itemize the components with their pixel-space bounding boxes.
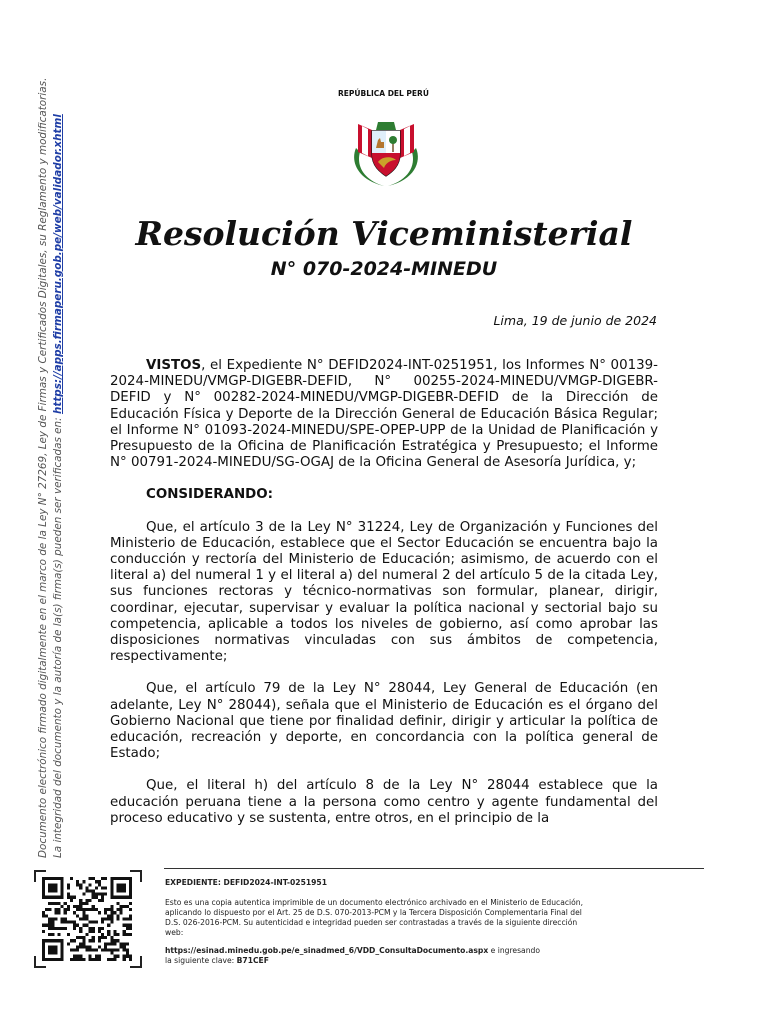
crest-caption: REPÚBLICA DEL PERÚ	[338, 89, 429, 98]
authenticity-text: Esto es una copia autentica imprimible de un documento electrónico archivado en el Ministerio de Educación, aplicando lo dispuesto por el Art. 25 de D.S. 070-2013-PCM y la Tercera Disposición Complementaria Final del D.S. 026-2016-PCM. Su autenticidad e integridad pueden ser contrastadas a través de la siguiente dirección web:	[165, 898, 584, 937]
validator-link[interactable]: https://apps.firmaperu.gob.pe/web/validador.xhtml	[52, 114, 64, 415]
vistos-text: , el Expediente N° DEFID2024-INT-0251951, los Informes N° 00139- 2024-MINEDU/VMGP-DIGEBR-DEFID, N° 00255-2024-MINEDU/VMGP-DIGEBR- DEFID y N° 00282-2024-MINEDU/VMGP-DIGEBR-DEFID de la Dirección de Educación Física y Deporte de la Dirección General de Educación Básica Regular; el Informe N° 01093-2024-MINEDU/SPE-OPEP-UPP de la Unidad de Planificación y Presupuesto de la Oficina de Planificación Estratégica y Presupuesto; el Informe N° 00791-2024-MINEDU/SG-OGAJ de la Oficina General de Asesoría Jurídica, y;	[110, 358, 658, 471]
verification-url[interactable]: https://esinad.minedu.gob.pe/e_sinadmed_6/VDD_ConsultaDocumento.aspx	[165, 946, 489, 955]
qr-code[interactable]	[42, 877, 132, 961]
digital-signature-note	[36, 58, 70, 858]
access-key-line: la siguiente clave: B71CEF	[165, 956, 269, 965]
access-key: B71CEF	[236, 956, 269, 965]
verification-url-line: https://esinad.minedu.gob.pe/e_sinadmed_6/VDD_ConsultaDocumento.aspx e ingresando	[165, 946, 540, 955]
signature-note-prefix: La integridad del documento y la autoría de la(s) firma(s) pueden ser verificadas en:	[52, 417, 64, 858]
resolution-number: N° 070-2024-MINEDU	[270, 258, 498, 280]
coat-of-arms-logo	[338, 89, 434, 190]
vistos-label: VISTOS	[146, 358, 202, 373]
expediente-number: EXPEDIENTE: DEFID2024-INT-0251951	[165, 878, 327, 887]
signature-note-line-2	[51, 58, 66, 858]
resolution-date: Lima, 19 de junio de 2024	[493, 313, 657, 328]
footer-divider	[164, 868, 704, 869]
resolution-body	[110, 358, 658, 858]
considerando-paragraph-3: Que, el literal h) del artículo 8 de la Ley N° 28044 establece que la educación peruana tiene a la persona como centro y agente fundamental del proceso educativo y se sustenta, entre otros, en el principio de la	[110, 778, 658, 826]
resolution-title: Resolución Viceministerial	[135, 214, 633, 253]
considerando-heading: CONSIDERANDO:	[146, 487, 274, 503]
verification-footer	[165, 878, 585, 966]
considerando-paragraph-1: Que, el artículo 3 de la Ley N° 31224, Ley de Organización y Funciones del Ministerio de Educación, establece que el Sector Educación se encuentra bajo la conducción y rectoría del Ministerio de Educación; asimismo, de acuerdo con el literal a) del numeral 1 y el literal a) del numeral 2 del artículo 5 de la citada Ley, sus funciones rectoras y técnico-normativas son formular, planear, dirigir, coordinar, ejecutar, supervisar y evaluar la política nacional y sectorial bajo su competencia, aplicable a todos los niveles de gobierno, así como aprobar las disposiciones normativas vinculadas con sus ámbitos de competencia, respectivamente;	[110, 519, 658, 665]
signature-note-line-1: Documento electrónico firmado digitalmente en el marco de la Ley N° 27269, Ley de Firmas y Certificados Digitales, su Reglamento y modificatorias.	[37, 77, 49, 858]
vistos-paragraph	[110, 358, 658, 471]
considerando-paragraph-2: Que, el artículo 79 de la Ley N° 28044, Ley General de Educación (en adelante, Ley N° 28044), señala que el Ministerio de Educación es el órgano del Gobierno Nacional que tiene por finalidad definir, dirigir y articular la política de educación, recreación y deporte, en concordancia con la política general de Estado;	[110, 681, 658, 762]
